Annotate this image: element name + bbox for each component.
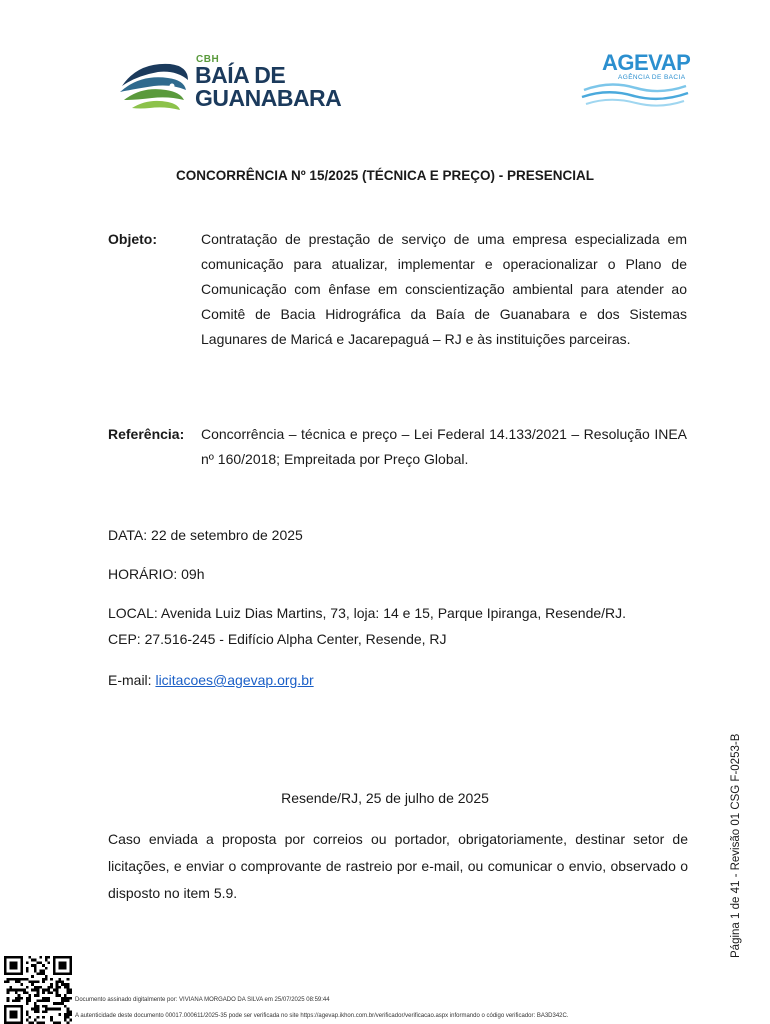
- agevap-waves-icon: [580, 80, 690, 110]
- objeto-text: Contratação de prestação de serviço de uma empresa especializada em comunicação para atualizar, implementar e operacionalizar o Plano de Comunicação com ênfase em conscientização ambiental para atender ao Comitê de Bacia Hidrográfica da Baía de Guanabara e dos Sistemas Lagunares de Maricá e Jacarepaguá – RJ e às instituições parceiras.: [201, 231, 687, 347]
- document-title: CONCORRÊNCIA Nº 15/2025 (TÉCNICA E PREÇO) - PRESENCIAL: [176, 168, 594, 183]
- postal-code-line: CEP: 27.516-245 - Edifício Alpha Center, Resende, RJ: [108, 631, 447, 647]
- agevap-sub-text: AGÊNCIA DE BACIA: [618, 74, 686, 81]
- cbh-baia-de-guanabara-logo: [118, 52, 342, 118]
- email-link[interactable]: licitacoes@agevap.org.br: [155, 672, 314, 688]
- place-date: Resende/RJ, 25 de julho de 2025: [281, 790, 489, 806]
- referencia-text: Concorrência – técnica e preço – Lei Federal 14.133/2021 – Resolução INEA nº 160/2018; Empreitada por Preço Global.: [201, 426, 687, 467]
- location-line: LOCAL: Avenida Luiz Dias Martins, 73, loja: 14 e 15, Parque Ipiranga, Resende/RJ.: [108, 605, 627, 621]
- agevap-name-text: AGEVAP: [602, 50, 691, 75]
- cbh-emblem-icon: [118, 56, 190, 118]
- email-line: [108, 672, 314, 688]
- qr-code-icon[interactable]: [4, 956, 72, 1024]
- cbh-small-text: CBH: [196, 54, 220, 65]
- cbh-line1-text: BAÍA DE: [195, 62, 286, 88]
- agevap-logo: [580, 50, 690, 112]
- time-line: HORÁRIO: 09h: [108, 566, 205, 582]
- email-label: E-mail:: [108, 672, 156, 688]
- referencia-label: Referência:: [108, 426, 185, 442]
- submission-notice: Caso enviada a proposta por correios ou portador, obrigatoriamente, destinar setor de licitações, e enviar o comprovante de rastreio por e-mail, ou comunicar o envio, observado o disposto no item 5.9.: [108, 831, 688, 901]
- objeto-label: Objeto:: [108, 231, 157, 247]
- authenticity-text: A autenticidade deste documento 00017.000611/2025-35 pode ser verificada no site https://agevap.ikhon.com.br/verificador/verificacao.aspx informando o código verificador: BA3D342C.: [75, 1013, 569, 1019]
- page-revision-label: Página 1 de 41 - Revisão 01 CSG F-0253-B: [730, 733, 742, 958]
- digital-signature-text: Documento assinado digitalmente por: VIVIANA MORGADO DA SILVA em 25/07/2025 08:59:44: [75, 997, 330, 1003]
- cbh-line2-text: GUANABARA: [195, 85, 342, 111]
- date-line: DATA: 22 de setembro de 2025: [108, 527, 303, 543]
